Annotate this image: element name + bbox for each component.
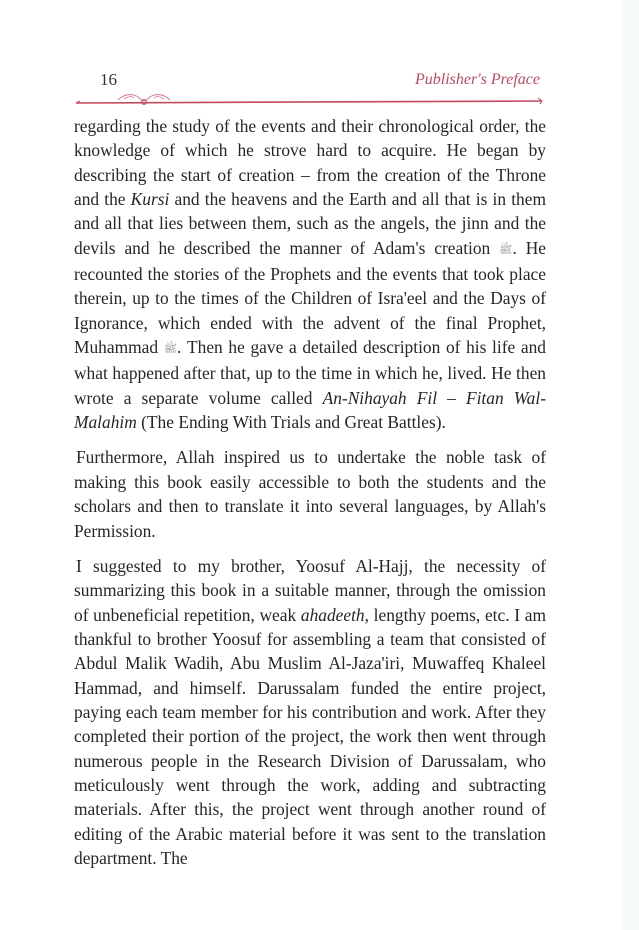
term-kursi: Kursi (130, 189, 170, 210)
book-title: An-Nihayah Fil – Fitan Wal-Malahim (74, 387, 546, 433)
paragraph-3: I suggested to my brother, Yoosuf Al-Hajj, the necessity of summarizing this book in a suitable manner, through the omission of unbeneficial repetition, weak ahadeeth, lengthy poems, etc. I am thankful to brother Yoosuf for assembling a team that consisted of Abdul Malik Wadih, Abu Muslim Al-Jaza'iri, Muwaffeq Khaleel Hammad, and himself. Darussalam funded the entire project, paying each team member for his contribution and work. After they completed their portion of the project, the work then went through numerous people in the Research Division of Darussalam, who meticulously went through the work, adding and subtracting materials. After this, the project went through another round of editing of the Arabic material before it was sent to the translation department. The (74, 555, 546, 868)
page-edge (623, 0, 639, 930)
term-ahadeeth: ahadeeth (300, 604, 365, 625)
paragraph-1: regarding the study of the events and their chronological order, the knowledge of which he strove hard to acquire. He began by describing the start of creation – from the creation of the Throne and the Kursi and the heavens and the Earth and all that is in them and all that lies between them, such as the angels, the jinn and the devils and he described the manner of Adam's creation ﷺ. He recounted the stories of the Prophets and the events that took place therein, up to the times of the Children of Isra'eel and the Days of Ignorance, which ended with the advent of the final Prophet, Muhammad ﷺ. Then he gave a detailed description of his life and what happened after that, up to the time in which he, lived. He then wrote a separate volume called An-Nihayah Fil – Fitan Wal-Malahim (The Ending With Trials and Great Battles). (74, 116, 546, 433)
body-text (74, 114, 546, 870)
ornamental-rule-icon (74, 94, 544, 106)
running-title: Publisher's Preface (414, 71, 540, 88)
honorific-icon: ﷺ (163, 343, 177, 356)
honorific-icon: ﷺ (499, 243, 513, 256)
page-header (74, 70, 542, 100)
paragraph-2: Furthermore, Allah inspired us to undertake the noble task of making this book easily accessible to both the students and the scholars and then to translate it into several languages, by Allah's Permission. (74, 447, 546, 541)
page-number: 16 (100, 70, 117, 89)
